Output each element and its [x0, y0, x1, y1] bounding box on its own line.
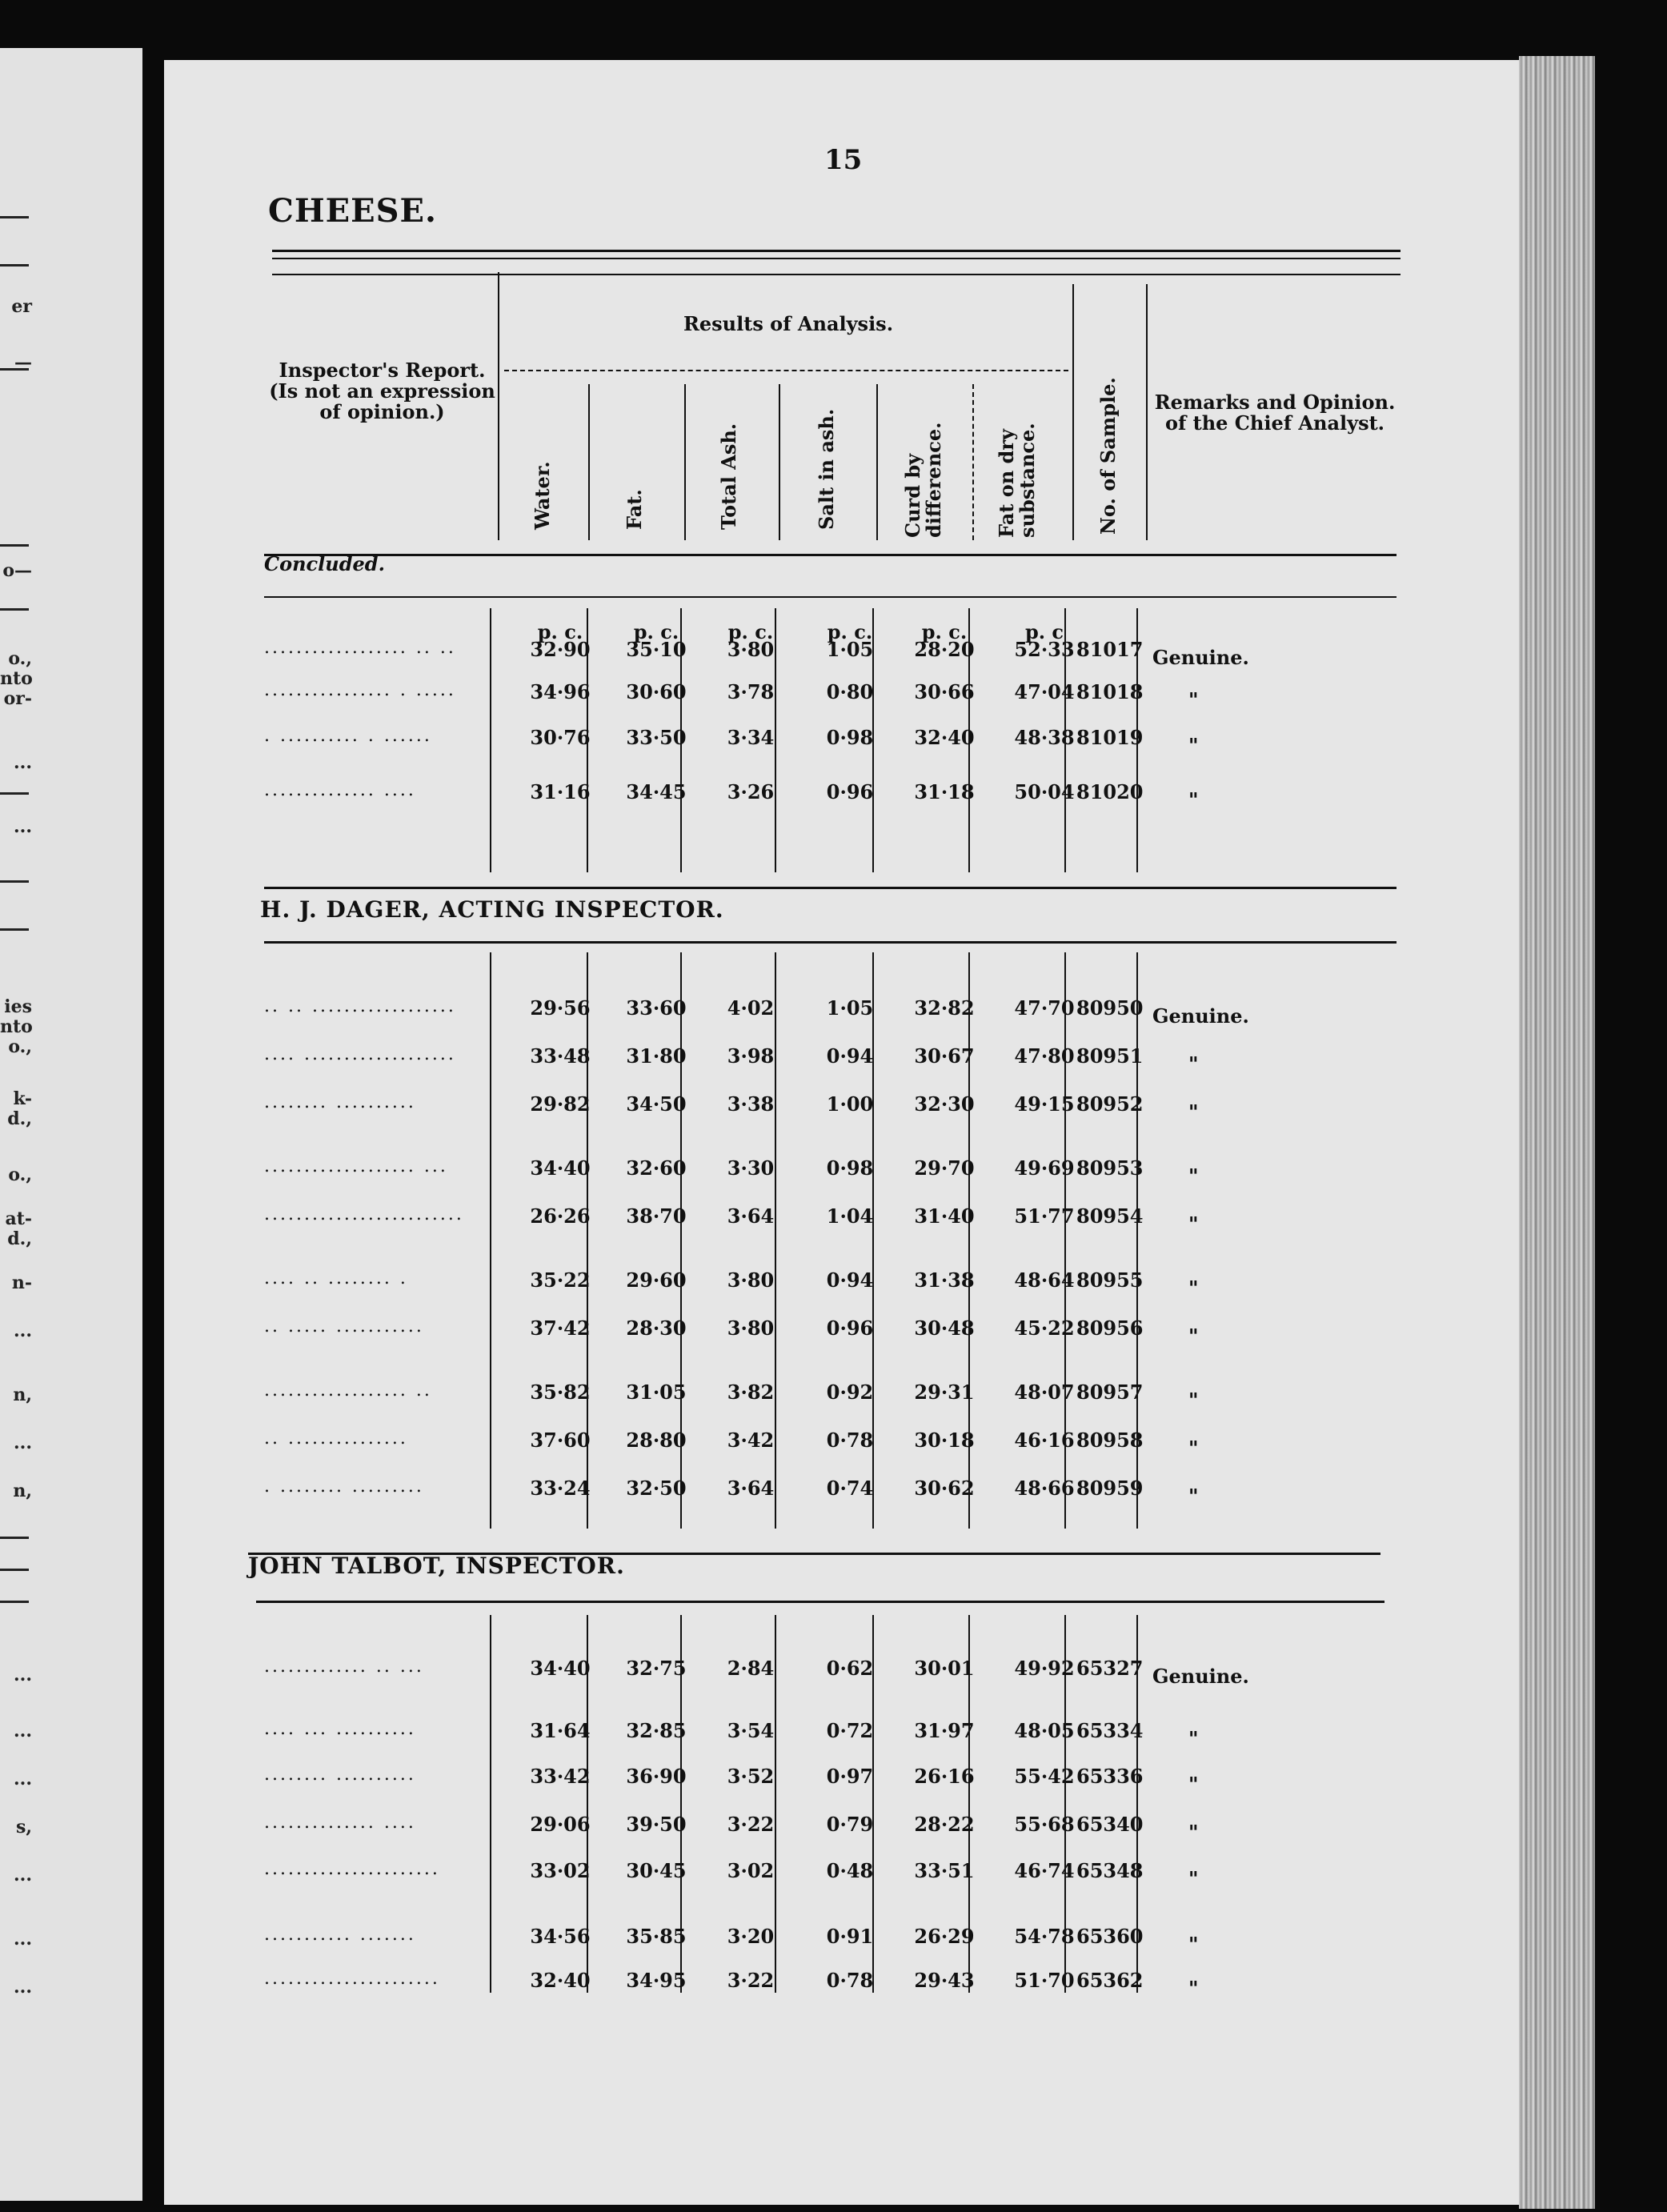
analysis-value: 31·64 [530, 1719, 591, 1742]
report-leader-dots: .................. .. .. [264, 638, 456, 658]
facing-page-text-fragment: d., [7, 1108, 32, 1129]
analysis-value: 47·70 [1014, 996, 1075, 1020]
remark-text: " [1188, 1821, 1199, 1844]
analysis-value: 26·26 [530, 1204, 591, 1228]
sample-number: 80958 [1076, 1429, 1144, 1452]
report-leader-dots: ............. .. ... [264, 1657, 424, 1677]
analysis-value: 3·20 [727, 1925, 775, 1948]
inspector-report-header: Inspector's Report. (Is not an expression of opinion.) [269, 359, 495, 423]
analysis-value: 30·18 [914, 1429, 975, 1452]
remark-text: " [1188, 1485, 1199, 1508]
analysis-value: 26·16 [914, 1765, 975, 1788]
analysis-value: 36·90 [626, 1765, 687, 1788]
facing-page-text-fragment: o— [2, 560, 32, 581]
sample-number: 65360 [1076, 1925, 1144, 1948]
analysis-value: 2·84 [727, 1657, 775, 1680]
unit-label: p. c. [633, 620, 679, 643]
analysis-value: 3·02 [727, 1859, 775, 1882]
analysis-value: 34·45 [626, 780, 687, 803]
col-rule [490, 952, 491, 1529]
analysis-value: 3·80 [727, 638, 775, 661]
analysis-value: 0·79 [826, 1813, 874, 1836]
analysis-value: 31·80 [626, 1044, 687, 1068]
facing-page-text-fragment: nto [0, 1016, 33, 1037]
facing-page-text-fragment: o., [8, 1164, 32, 1185]
sample-number: 80954 [1076, 1204, 1144, 1228]
analysis-value: 31·38 [914, 1268, 975, 1292]
analysis-value: 33·24 [530, 1477, 591, 1500]
analysis-value: 33·02 [530, 1859, 591, 1882]
analysis-value: 30·48 [914, 1316, 975, 1340]
facing-page-text-fragment: ... [14, 1929, 32, 1950]
col-rule [1072, 284, 1074, 540]
analysis-value: 30·67 [914, 1044, 975, 1068]
analysis-value: 48·66 [1014, 1477, 1075, 1500]
report-leader-dots: .. ..... ........... [264, 1316, 424, 1336]
analysis-value: 0·78 [826, 1969, 874, 1992]
facing-page-rule [0, 368, 29, 371]
facing-page-rule [0, 608, 29, 611]
col-rule [876, 384, 878, 540]
analysis-value: 55·42 [1014, 1765, 1075, 1788]
remark-text: " [1188, 788, 1199, 811]
analysis-value: 28·20 [914, 638, 975, 661]
header-top-rule-3 [272, 274, 1401, 275]
sample-number: 65340 [1076, 1813, 1144, 1836]
analysis-value: 48·38 [1014, 726, 1075, 749]
report-leader-dots: .. .. .................. [264, 996, 456, 1016]
analysis-value: 48·05 [1014, 1719, 1075, 1742]
col-header-salt-in-ash: Salt in ash. [815, 408, 838, 530]
col-header-sample: No. of Sample. [1096, 377, 1120, 535]
analysis-value: 3·80 [727, 1316, 775, 1340]
analysis-value: 50·04 [1014, 780, 1075, 803]
analysis-value: 39·50 [626, 1813, 687, 1836]
remark-text: " [1188, 688, 1199, 711]
analysis-value: 45·22 [1014, 1316, 1075, 1340]
analysis-value: 28·80 [626, 1429, 687, 1452]
remark-text: " [1188, 1052, 1199, 1076]
analysis-value: 31·18 [914, 780, 975, 803]
analysis-value: 4·02 [727, 996, 775, 1020]
analysis-value: 33·50 [626, 726, 687, 749]
facing-page-rule [0, 264, 29, 266]
analysis-value: 29·06 [530, 1813, 591, 1836]
analysis-value: 38·70 [626, 1204, 687, 1228]
analysis-value: 47·80 [1014, 1044, 1075, 1068]
remark-text: " [1188, 1100, 1199, 1124]
facing-page-text-fragment: s, [15, 1817, 32, 1837]
analysis-value: 29·43 [914, 1969, 975, 1992]
unit-label: p. c. [827, 620, 873, 643]
analysis-value: 3·38 [727, 1092, 775, 1116]
analysis-value: 3·64 [727, 1477, 775, 1500]
unit-label: p. c. [727, 620, 774, 643]
analysis-value: 0·92 [826, 1380, 874, 1404]
analysis-value: 28·30 [626, 1316, 687, 1340]
sample-number: 65336 [1076, 1765, 1144, 1788]
report-leader-dots: ...................... [264, 1969, 440, 1989]
analysis-value: 0·91 [826, 1925, 874, 1948]
remark-text: Genuine. [1152, 1665, 1249, 1688]
facing-page-rule [0, 216, 29, 218]
analysis-value: 3·78 [727, 680, 775, 703]
report-leader-dots: ......................... [264, 1204, 464, 1224]
facing-page-text-fragment: ... [14, 1320, 32, 1341]
facing-page-text-fragment: ... [14, 1769, 32, 1789]
analysis-value: 0·78 [826, 1429, 874, 1452]
book-spine-edge [1519, 56, 1595, 2209]
analysis-value: 51·77 [1014, 1204, 1075, 1228]
facing-page-rule [0, 1537, 29, 1539]
report-leader-dots: ........... ....... [264, 1925, 416, 1945]
analysis-value: 35·85 [626, 1925, 687, 1948]
col-rule [498, 272, 499, 540]
sample-number: 65334 [1076, 1719, 1144, 1742]
analysis-value: 29·82 [530, 1092, 591, 1116]
col-header-fat-on-dry: Fat on dry substance. [995, 423, 1039, 538]
analysis-value: 3·30 [727, 1156, 775, 1180]
remark-text: " [1188, 1437, 1199, 1460]
analysis-value: 34·96 [530, 680, 591, 703]
remark-text: " [1188, 1164, 1199, 1188]
unit-label: p. c. [537, 620, 583, 643]
facing-page-rule [0, 880, 29, 883]
analysis-value: 3·80 [727, 1268, 775, 1292]
section-rule [264, 887, 1397, 889]
report-leader-dots: .................. .. [264, 1380, 432, 1401]
facing-page-text-fragment: at- [5, 1208, 32, 1229]
facing-page-text-fragment: ... [14, 1433, 32, 1453]
analysis-value: 48·64 [1014, 1268, 1075, 1292]
facing-page-text-fragment: n, [13, 1481, 32, 1501]
concluded-label: Concluded. [264, 552, 385, 575]
facing-page-text-fragment: — [14, 352, 32, 373]
remark-text: " [1188, 1773, 1199, 1796]
analysis-value: 37·60 [530, 1429, 591, 1452]
facing-page-rule [0, 1601, 29, 1603]
analysis-value: 3·82 [727, 1380, 775, 1404]
analysis-value: 30·60 [626, 680, 687, 703]
remark-text: " [1188, 1727, 1199, 1750]
sample-number: 81020 [1076, 780, 1144, 803]
analysis-value: 49·92 [1014, 1657, 1075, 1680]
results-dashed-rule [504, 370, 1068, 371]
section-heading: JOHN TALBOT, INSPECTOR. [248, 1553, 625, 1579]
analysis-value: 3·64 [727, 1204, 775, 1228]
analysis-value: 34·95 [626, 1969, 687, 1992]
sample-number: 65362 [1076, 1969, 1144, 1992]
remark-text: " [1188, 1867, 1199, 1890]
remark-text: " [1188, 1212, 1199, 1236]
analysis-value: 31·16 [530, 780, 591, 803]
sample-number: 80953 [1076, 1156, 1144, 1180]
analysis-value: 46·74 [1014, 1859, 1075, 1882]
analysis-value: 1·05 [826, 638, 874, 661]
report-leader-dots: ................... ... [264, 1156, 448, 1176]
results-of-analysis-header: Results of Analysis. [683, 312, 894, 335]
analysis-value: 49·15 [1014, 1092, 1075, 1116]
section-rule [264, 941, 1397, 944]
col-rule [684, 384, 686, 540]
facing-page-text-fragment: o., [8, 648, 32, 669]
analysis-value: 29·31 [914, 1380, 975, 1404]
unit-label: p. c [1024, 620, 1064, 643]
analysis-value: 48·07 [1014, 1380, 1075, 1404]
analysis-value: 32·85 [626, 1719, 687, 1742]
facing-page-text-fragment: or- [3, 688, 32, 709]
unit-label: p. c. [921, 620, 968, 643]
col-rule [972, 384, 974, 540]
analysis-value: 3·34 [727, 726, 775, 749]
remark-text: " [1188, 1276, 1199, 1300]
col-rule [490, 608, 491, 872]
sample-number: 80952 [1076, 1092, 1144, 1116]
analysis-value: 33·51 [914, 1859, 975, 1882]
facing-page-text-fragment: d., [7, 1228, 32, 1249]
analysis-value: 3·22 [727, 1813, 775, 1836]
analysis-value: 0·98 [826, 1156, 874, 1180]
analysis-value: 0·48 [826, 1859, 874, 1882]
analysis-value: 49·69 [1014, 1156, 1075, 1180]
section-rule [256, 1601, 1384, 1603]
analysis-value: 35·22 [530, 1268, 591, 1292]
header-top-rule-2 [272, 258, 1401, 259]
sample-number: 80955 [1076, 1268, 1144, 1292]
report-leader-dots: .. ............... [264, 1429, 408, 1449]
sample-number: 65327 [1076, 1657, 1144, 1680]
report-leader-dots: ................ . ..... [264, 680, 456, 700]
analysis-value: 33·60 [626, 996, 687, 1020]
report-leader-dots: .............. .... [264, 1813, 416, 1833]
facing-page-text-fragment: ... [14, 1721, 32, 1741]
col-rule [1146, 284, 1148, 540]
col-header-curd: Curd by difference. [901, 422, 945, 538]
remark-text: " [1188, 1389, 1199, 1412]
sample-number: 80956 [1076, 1316, 1144, 1340]
analysis-value: 26·29 [914, 1925, 975, 1948]
report-leader-dots: . .......... . ...... [264, 726, 432, 746]
analysis-value: 32·40 [530, 1969, 591, 1992]
facing-page-text-fragment: ... [14, 816, 32, 837]
facing-page-rule [0, 544, 29, 547]
analysis-value: 55·68 [1014, 1813, 1075, 1836]
analysis-value: 54·78 [1014, 1925, 1075, 1948]
page-title: CHEESE. [268, 192, 437, 230]
report-leader-dots: .... .. ........ . [264, 1268, 408, 1288]
header-bottom-rule [264, 554, 1397, 556]
analysis-value: 0·94 [826, 1268, 874, 1292]
remark-text: Genuine. [1152, 646, 1249, 669]
analysis-value: 1·04 [826, 1204, 874, 1228]
sample-number: 80957 [1076, 1380, 1144, 1404]
analysis-value: 3·98 [727, 1044, 775, 1068]
facing-page-rule [0, 1569, 29, 1571]
analysis-value: 34·50 [626, 1092, 687, 1116]
analysis-value: 52·33 [1014, 638, 1075, 661]
analysis-value: 28·22 [914, 1813, 975, 1836]
report-leader-dots: . ........ ......... [264, 1477, 424, 1497]
analysis-value: 34·56 [530, 1925, 591, 1948]
col-header-fat: Fat. [623, 489, 646, 530]
analysis-value: 32·50 [626, 1477, 687, 1500]
section-heading: H. J. DAGER, ACTING INSPECTOR. [260, 896, 724, 923]
analysis-value: 3·52 [727, 1765, 775, 1788]
analysis-value: 0·62 [826, 1657, 874, 1680]
analysis-value: 30·66 [914, 680, 975, 703]
analysis-value: 51·70 [1014, 1969, 1075, 1992]
analysis-value: 34·40 [530, 1657, 591, 1680]
facing-page-text-fragment: ... [14, 1865, 32, 1885]
facing-page-rule [0, 928, 29, 931]
analysis-value: 30·76 [530, 726, 591, 749]
sample-number: 81019 [1076, 726, 1144, 749]
analysis-value: 0·80 [826, 680, 874, 703]
remark-text: " [1188, 734, 1199, 757]
analysis-value: 1·00 [826, 1092, 874, 1116]
analysis-value: 32·30 [914, 1092, 975, 1116]
facing-page-text-fragment: ... [14, 752, 32, 773]
sample-number: 65348 [1076, 1859, 1144, 1882]
analysis-value: 30·45 [626, 1859, 687, 1882]
analysis-value: 29·70 [914, 1156, 975, 1180]
analysis-value: 29·60 [626, 1268, 687, 1292]
analysis-value: 30·01 [914, 1657, 975, 1680]
analysis-value: 32·60 [626, 1156, 687, 1180]
header-top-rule [272, 250, 1401, 252]
analysis-value: 32·82 [914, 996, 975, 1020]
facing-page-text-fragment: nto [0, 668, 33, 689]
analysis-value: 0·97 [826, 1765, 874, 1788]
sample-number: 80950 [1076, 996, 1144, 1020]
report-leader-dots: ...................... [264, 1859, 440, 1879]
facing-page-text-fragment: n, [13, 1385, 32, 1405]
col-header-water: Water. [531, 461, 554, 530]
analysis-value: 31·05 [626, 1380, 687, 1404]
analysis-value: 3·26 [727, 780, 775, 803]
analysis-value: 47·04 [1014, 680, 1075, 703]
facing-page-text-fragment: k- [13, 1088, 32, 1109]
report-leader-dots: .... ................... [264, 1044, 456, 1064]
analysis-value: 32·75 [626, 1657, 687, 1680]
analysis-value: 0·96 [826, 1316, 874, 1340]
facing-page-rule [0, 792, 29, 795]
facing-page-text-fragment: n- [11, 1272, 32, 1293]
facing-page-text-fragment: ... [14, 1977, 32, 1998]
analysis-value: 31·97 [914, 1719, 975, 1742]
analysis-value: 35·82 [530, 1380, 591, 1404]
analysis-value: 30·62 [914, 1477, 975, 1500]
facing-page-text-fragment: ... [14, 1665, 32, 1685]
report-leader-dots: ........ .......... [264, 1765, 416, 1785]
remark-text: " [1188, 1933, 1199, 1956]
sample-number: 80951 [1076, 1044, 1144, 1068]
analysis-value: 46·16 [1014, 1429, 1075, 1452]
report-leader-dots: .............. .... [264, 780, 416, 800]
analysis-value: 3·22 [727, 1969, 775, 1992]
report-leader-dots: ........ .......... [264, 1092, 416, 1112]
analysis-value: 31·40 [914, 1204, 975, 1228]
remark-text: Genuine. [1152, 1004, 1249, 1028]
concluded-rule [264, 596, 1397, 598]
analysis-value: 3·54 [727, 1719, 775, 1742]
analysis-value: 33·42 [530, 1765, 591, 1788]
analysis-value: 0·72 [826, 1719, 874, 1742]
analysis-value: 1·05 [826, 996, 874, 1020]
analysis-value: 0·98 [826, 726, 874, 749]
col-header-total-ash: Total Ash. [717, 423, 740, 530]
report-leader-dots: .... ... .......... [264, 1719, 416, 1739]
facing-page-text-fragment: o., [8, 1036, 32, 1057]
page-number: 15 [824, 144, 863, 176]
analysis-value: 0·74 [826, 1477, 874, 1500]
remark-text: " [1188, 1977, 1199, 2000]
analysis-value: 29·56 [530, 996, 591, 1020]
col-rule [588, 384, 590, 540]
facing-page-text-fragment: er [11, 296, 32, 317]
sample-number: 80959 [1076, 1477, 1144, 1500]
analysis-value: 0·94 [826, 1044, 874, 1068]
analysis-value: 37·42 [530, 1316, 591, 1340]
remark-text: " [1188, 1324, 1199, 1348]
analysis-value: 33·48 [530, 1044, 591, 1068]
analysis-value: 32·90 [530, 638, 591, 661]
sample-number: 81018 [1076, 680, 1144, 703]
analysis-value: 35·10 [626, 638, 687, 661]
col-rule [779, 384, 780, 540]
remarks-header: Remarks and Opinion. of the Chief Analyst. [1154, 391, 1396, 435]
analysis-value: 32·40 [914, 726, 975, 749]
facing-page-text-fragment: ies [4, 996, 32, 1017]
sample-number: 81017 [1076, 638, 1144, 661]
col-rule [490, 1615, 491, 1993]
analysis-value: 34·40 [530, 1156, 591, 1180]
analysis-value: 3·42 [727, 1429, 775, 1452]
analysis-value: 0·96 [826, 780, 874, 803]
